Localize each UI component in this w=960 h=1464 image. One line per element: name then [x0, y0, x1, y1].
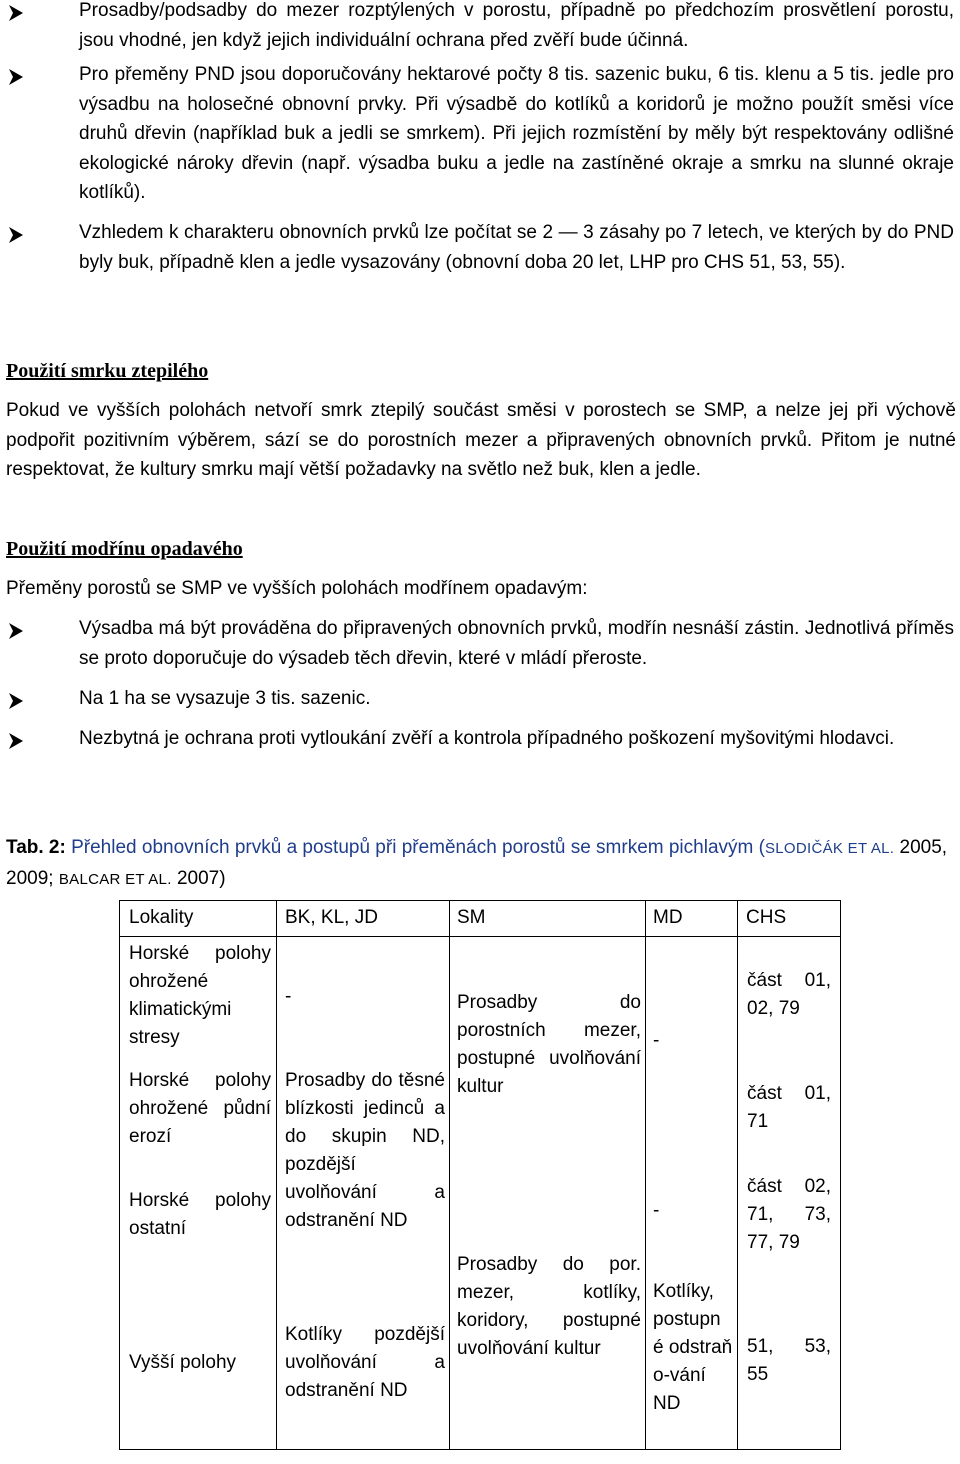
table-cell-bk: Prosadby do těsné blízkosti jedinců a do skupin ND, pozdější uvolňování a odstranění ND — [285, 1070, 445, 1231]
arrow-bullet-icon — [8, 732, 24, 752]
arrow-bullet-icon — [8, 4, 24, 24]
table-cell-md: Kotlíky, postupn é odstraň o-vání ND — [653, 1281, 733, 1414]
table-cell-md: - — [653, 1200, 660, 1221]
caption-text: Přehled obnovních prvků a postupů při přeměnách porostů se smrkem pichlavým ( — [65, 837, 765, 858]
table-cell-bk: Kotlíky pozdější uvolňování a odstranění ND — [285, 1324, 445, 1401]
table-cell-sm: Prosadby do porostních mezer, postupné uvolňování kultur — [457, 992, 641, 1097]
table-cell-bk: - — [285, 986, 292, 1007]
bullet-text: Na 1 ha se vysazuje 3 tis. sazenic. — [79, 688, 371, 709]
table-cell-chs: část 01, 02, 79 — [747, 970, 831, 1019]
bullet-text: Výsadba má být prováděna do připravených obnovních prvků, modřín nesnáší zástin. Jednotlivá příměs se proto doporučuje do výsadeb těch dřevin, které v mládí přeroste. — [79, 618, 954, 669]
paragraph: Pokud ve vyšších polohách netvoří smrk ztepilý součást směsi v porostech se SMP, a nelze jej při výchově podpořit pozitivním výběrem, sází se do porostních mezer a připravených obnovních prvků. Přitom je nutné respektovat, že kultury smrku mají větší požadavky na světlo než buk, klen a jedle. — [6, 400, 956, 480]
table-cell-lokalita: Horské polohy ostatní — [129, 1190, 271, 1239]
data-table — [119, 900, 841, 1450]
caption-years: 2007) — [171, 867, 226, 889]
table-header: SM — [457, 907, 486, 928]
paragraph-intro: Přeměny porostů se SMP ve vyšších polohách modřínem opadavým: — [6, 578, 588, 599]
table-cell-chs: část 01, 71 — [747, 1083, 831, 1132]
table-cell-chs: část 02, 71, 73, 77, 79 — [747, 1176, 831, 1253]
bullet-text: Nezbytná je ochrana proti vytloukání zvěří a kontrola případného poškození myšovitými hlodavci. — [79, 728, 895, 749]
bullet-text: Prosadby/podsadby do mezer rozptýlených v porostu, případně po předchozím prosvětlení porostu, jsou vhodné, jen když jejich individuální ochrana před zvěří bude účinná. — [79, 0, 954, 51]
arrow-bullet-icon — [8, 692, 24, 712]
table-cell-lokalita: Vyšší polohy — [129, 1352, 237, 1373]
section-heading: Použití modřínu opadavého — [6, 538, 243, 560]
arrow-bullet-icon — [8, 226, 24, 246]
table-cell-chs: 51, 53, 55 — [747, 1336, 831, 1385]
bullet-text: Pro přeměny PND jsou doporučovány hektarové počty 8 tis. sazenic buku, 6 tis. klenu a 5 tis. jedle pro výsadbu na holosečné obnovní prvky. Při výsadbě do kotlíků a koridorů je možno použít směsi více druhů dřevin (například buk a jedli se smrkem). Při jejich rozmístění by měly být respektovány odlišné ekologické nároky dřevin (např. výsadba buku a jedle na zastíněné okraje a smrku na slunné okraje kotlíků). — [79, 64, 954, 203]
bullet-text: Vzhledem k charakteru obnovních prvků lze počítat se 2 — 3 zásahy po 7 letech, ve kterých by do PND byly buk, případně klen a jedle vysazovány (obnovní doba 20 let, LHP pro CHS 51, 53, 55). — [79, 222, 954, 273]
section-heading: Použití smrku ztepilého — [6, 360, 209, 382]
caption-years: 2005, 2009; — [6, 837, 948, 889]
table-header: BK, KL, JD — [285, 907, 378, 928]
caption-author: SLODIČÁK ET AL. — [764, 840, 895, 857]
table-header: MD — [653, 907, 683, 928]
table-cell-md: - — [653, 1030, 660, 1051]
arrow-bullet-icon — [8, 622, 24, 642]
table-cell-sm: Prosadby do por. mezer, kotlíky, koridory, postupné uvolňování kultur — [457, 1254, 641, 1359]
caption-author: BALCAR ET AL. — [58, 870, 172, 888]
arrow-bullet-icon — [8, 68, 24, 88]
caption-label: Tab. 2: — [6, 837, 66, 858]
table-cell-lokalita: Horské polohy ohrožené půdní erozí — [129, 1070, 271, 1147]
table-cell-lokalita: Horské polohy ohrožené klimatickými stresy — [129, 943, 271, 1048]
table-caption — [6, 833, 956, 894]
table-header: Lokality — [129, 907, 194, 928]
table-header: CHS — [746, 907, 787, 928]
